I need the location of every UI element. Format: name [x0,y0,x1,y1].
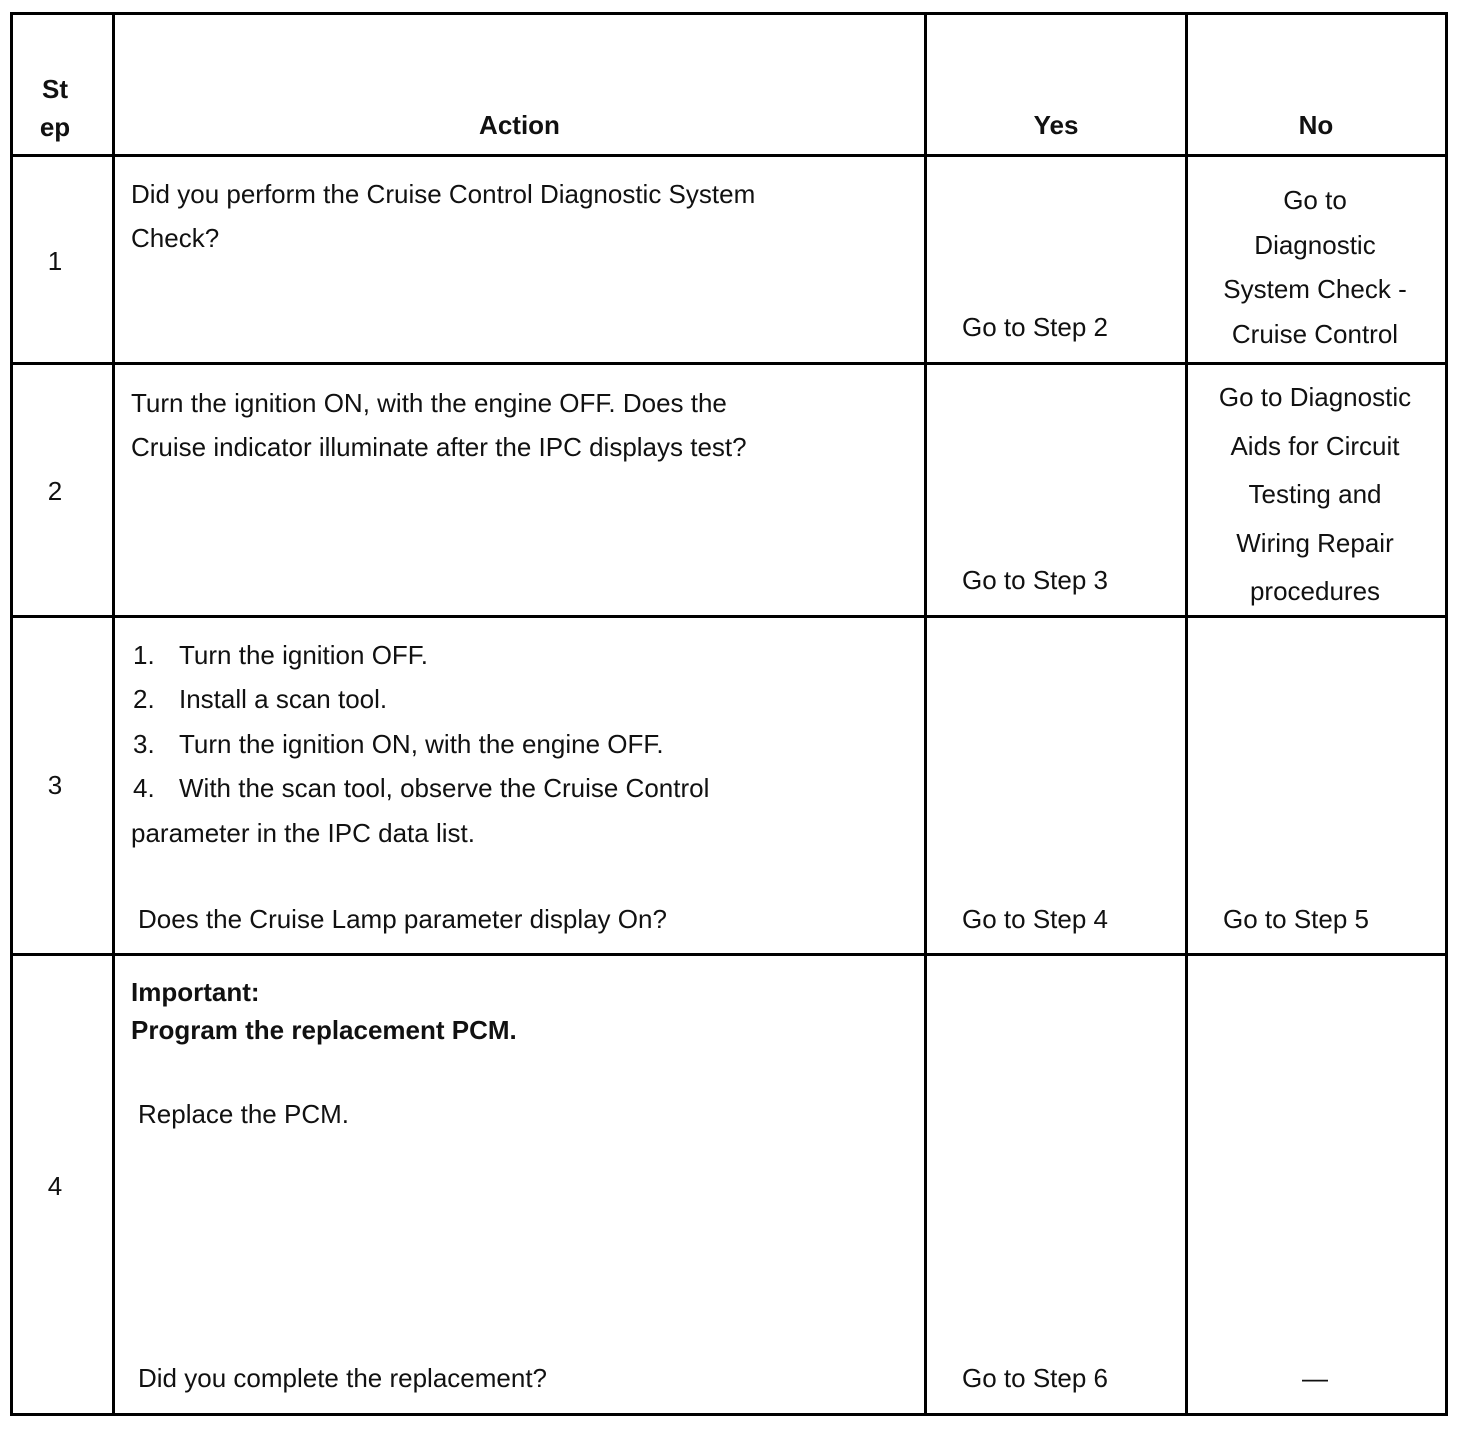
list-item [133,677,387,721]
list-item [133,722,664,766]
no-link[interactable] [1190,178,1440,356]
header-step-line2: ep [39,112,71,142]
list-continuation: parameter in the IPC data list. [131,818,475,848]
step-number: 2 [47,476,63,506]
step-number: 3 [47,770,63,800]
list-item [133,633,428,677]
action-text: Turn the ignition ON, with the engine OFF. Does the [131,388,727,418]
list-item-text: Turn the ignition OFF. [179,640,429,670]
list-item-text: Install a scan tool. [179,684,388,714]
column-divider-action [924,12,927,1416]
yes-link[interactable]: Go to Step 2 [962,312,1108,342]
step-number: 4 [47,1171,63,1201]
header-step [12,70,98,146]
no-value: — [1302,1363,1328,1393]
list-item-text: Turn the ignition ON, with the engine OFF. [179,729,664,759]
action-text: Replace the PCM. [138,1099,349,1129]
yes-link[interactable]: Go to Step 4 [962,904,1108,934]
header-action: Action [479,110,560,140]
no-link-line: Go to [1283,185,1347,215]
important-label: Important: [131,977,260,1007]
action-text: Cruise indicator illuminate after the IPC displays test? [131,432,747,462]
no-link-line: procedures [1249,576,1381,606]
row-divider-1 [10,362,1448,365]
action-text: Did you perform the Cruise Control Diagnostic System [131,179,756,209]
action-text: Check? [131,223,220,253]
row-divider-header [10,154,1448,157]
yes-link[interactable]: Go to Step 6 [962,1363,1108,1393]
header-no: No [1298,110,1334,140]
list-item-number: 1. [133,640,155,670]
list-item-number: 3. [133,729,155,759]
list-item-number: 4. [133,773,155,803]
yes-link[interactable]: Go to Step 3 [962,565,1108,595]
step-number: 1 [47,246,63,276]
no-link[interactable]: Go to Step 5 [1223,904,1369,934]
question-text: Does the Cruise Lamp parameter display On? [138,904,667,934]
list-item-number: 2. [133,684,155,714]
no-link-line: Go to Diagnostic [1218,382,1412,412]
row-divider-3 [10,953,1448,956]
no-link[interactable] [1190,373,1440,616]
question-text: Did you complete the replacement? [138,1363,548,1393]
no-link-line: Cruise Control [1231,318,1399,349]
list-item [133,766,709,810]
no-link-line: Diagnostic [1254,229,1376,260]
header-step-line1: St [42,74,68,104]
column-divider-yes [1185,12,1188,1416]
no-link-line: Testing and [1248,479,1382,509]
no-link-line: System Check - [1223,274,1407,304]
no-link-line: Aids for Circuit [1230,430,1400,461]
list-item-text: With the scan tool, observe the Cruise Control [179,773,710,803]
column-divider-step [112,12,115,1416]
no-link-line: Wiring Repair [1236,527,1394,558]
header-yes: Yes [1033,110,1079,140]
important-text: Program the replacement PCM. [131,1015,517,1045]
